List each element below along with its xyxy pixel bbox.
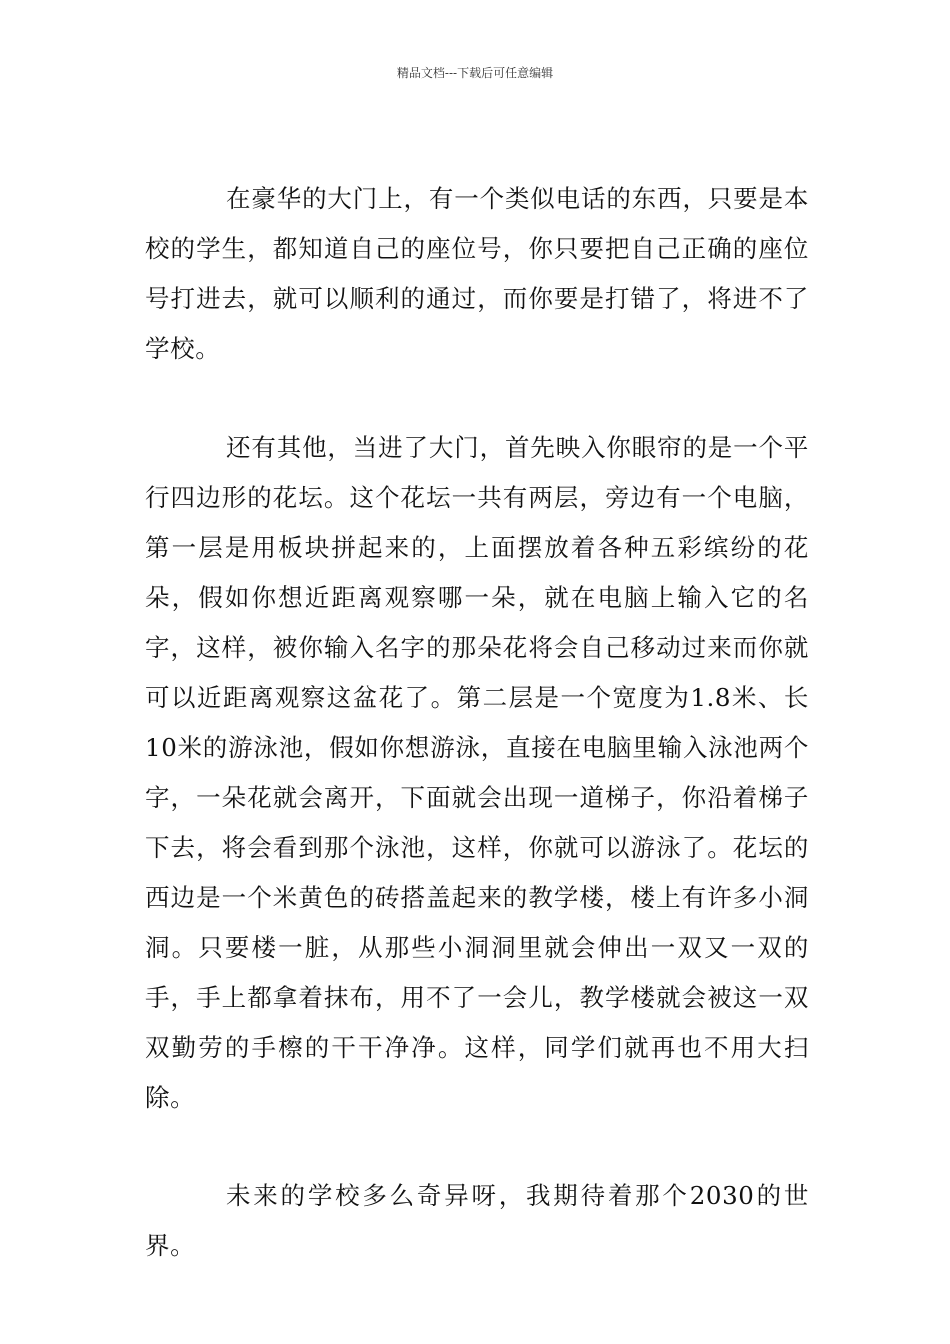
paragraph-closing: 未来的学校多么奇异呀，我期待着那个2030的世界。	[145, 1181, 809, 1260]
page-header: 精品文档---下载后可任意编辑	[396, 66, 554, 80]
paragraph-school-gate: 在豪华的大门上，有一个类似电话的东西，只要是本校的学生，都知道自己的座位号，你只要把自己正确的座位号打进去，就可以顺利的通过，而你要是打错了，将进不了学校。	[145, 184, 809, 363]
paragraph-flower-bed: 还有其他，当进了大门，首先映入你眼帘的是一个平行四边形的花坛。这个花坛一共有两层，旁边有一个电脑，第一层是用板块拼起来的，上面摆放着各种五彩缤纷的花朵，假如你想近距离观察哪一朵，就在电脑上输入它的名字，这样，被你输入名字的那朵花将会自己移动过来而你就可以近距离观察这盆花了。第二层是一个宽度为1.8米、长10米的游泳池，假如你想游泳，直接在电脑里输入泳池两个字，一朵花就会离开，下面就会出现一道梯子，你沿着梯子下去，将会看到那个泳池，这样，你就可以游泳了。花坛的西边是一个米黄色的砖搭盖起来的教学楼，楼上有许多小洞洞。只要楼一脏，从那些小洞洞里就会伸出一双又一双的手，手上都拿着抹布，用不了一会儿，教学楼就会被这一双双勤劳的手檫的干干净净。这样，同学们就再也不用大扫除。	[145, 433, 809, 1112]
